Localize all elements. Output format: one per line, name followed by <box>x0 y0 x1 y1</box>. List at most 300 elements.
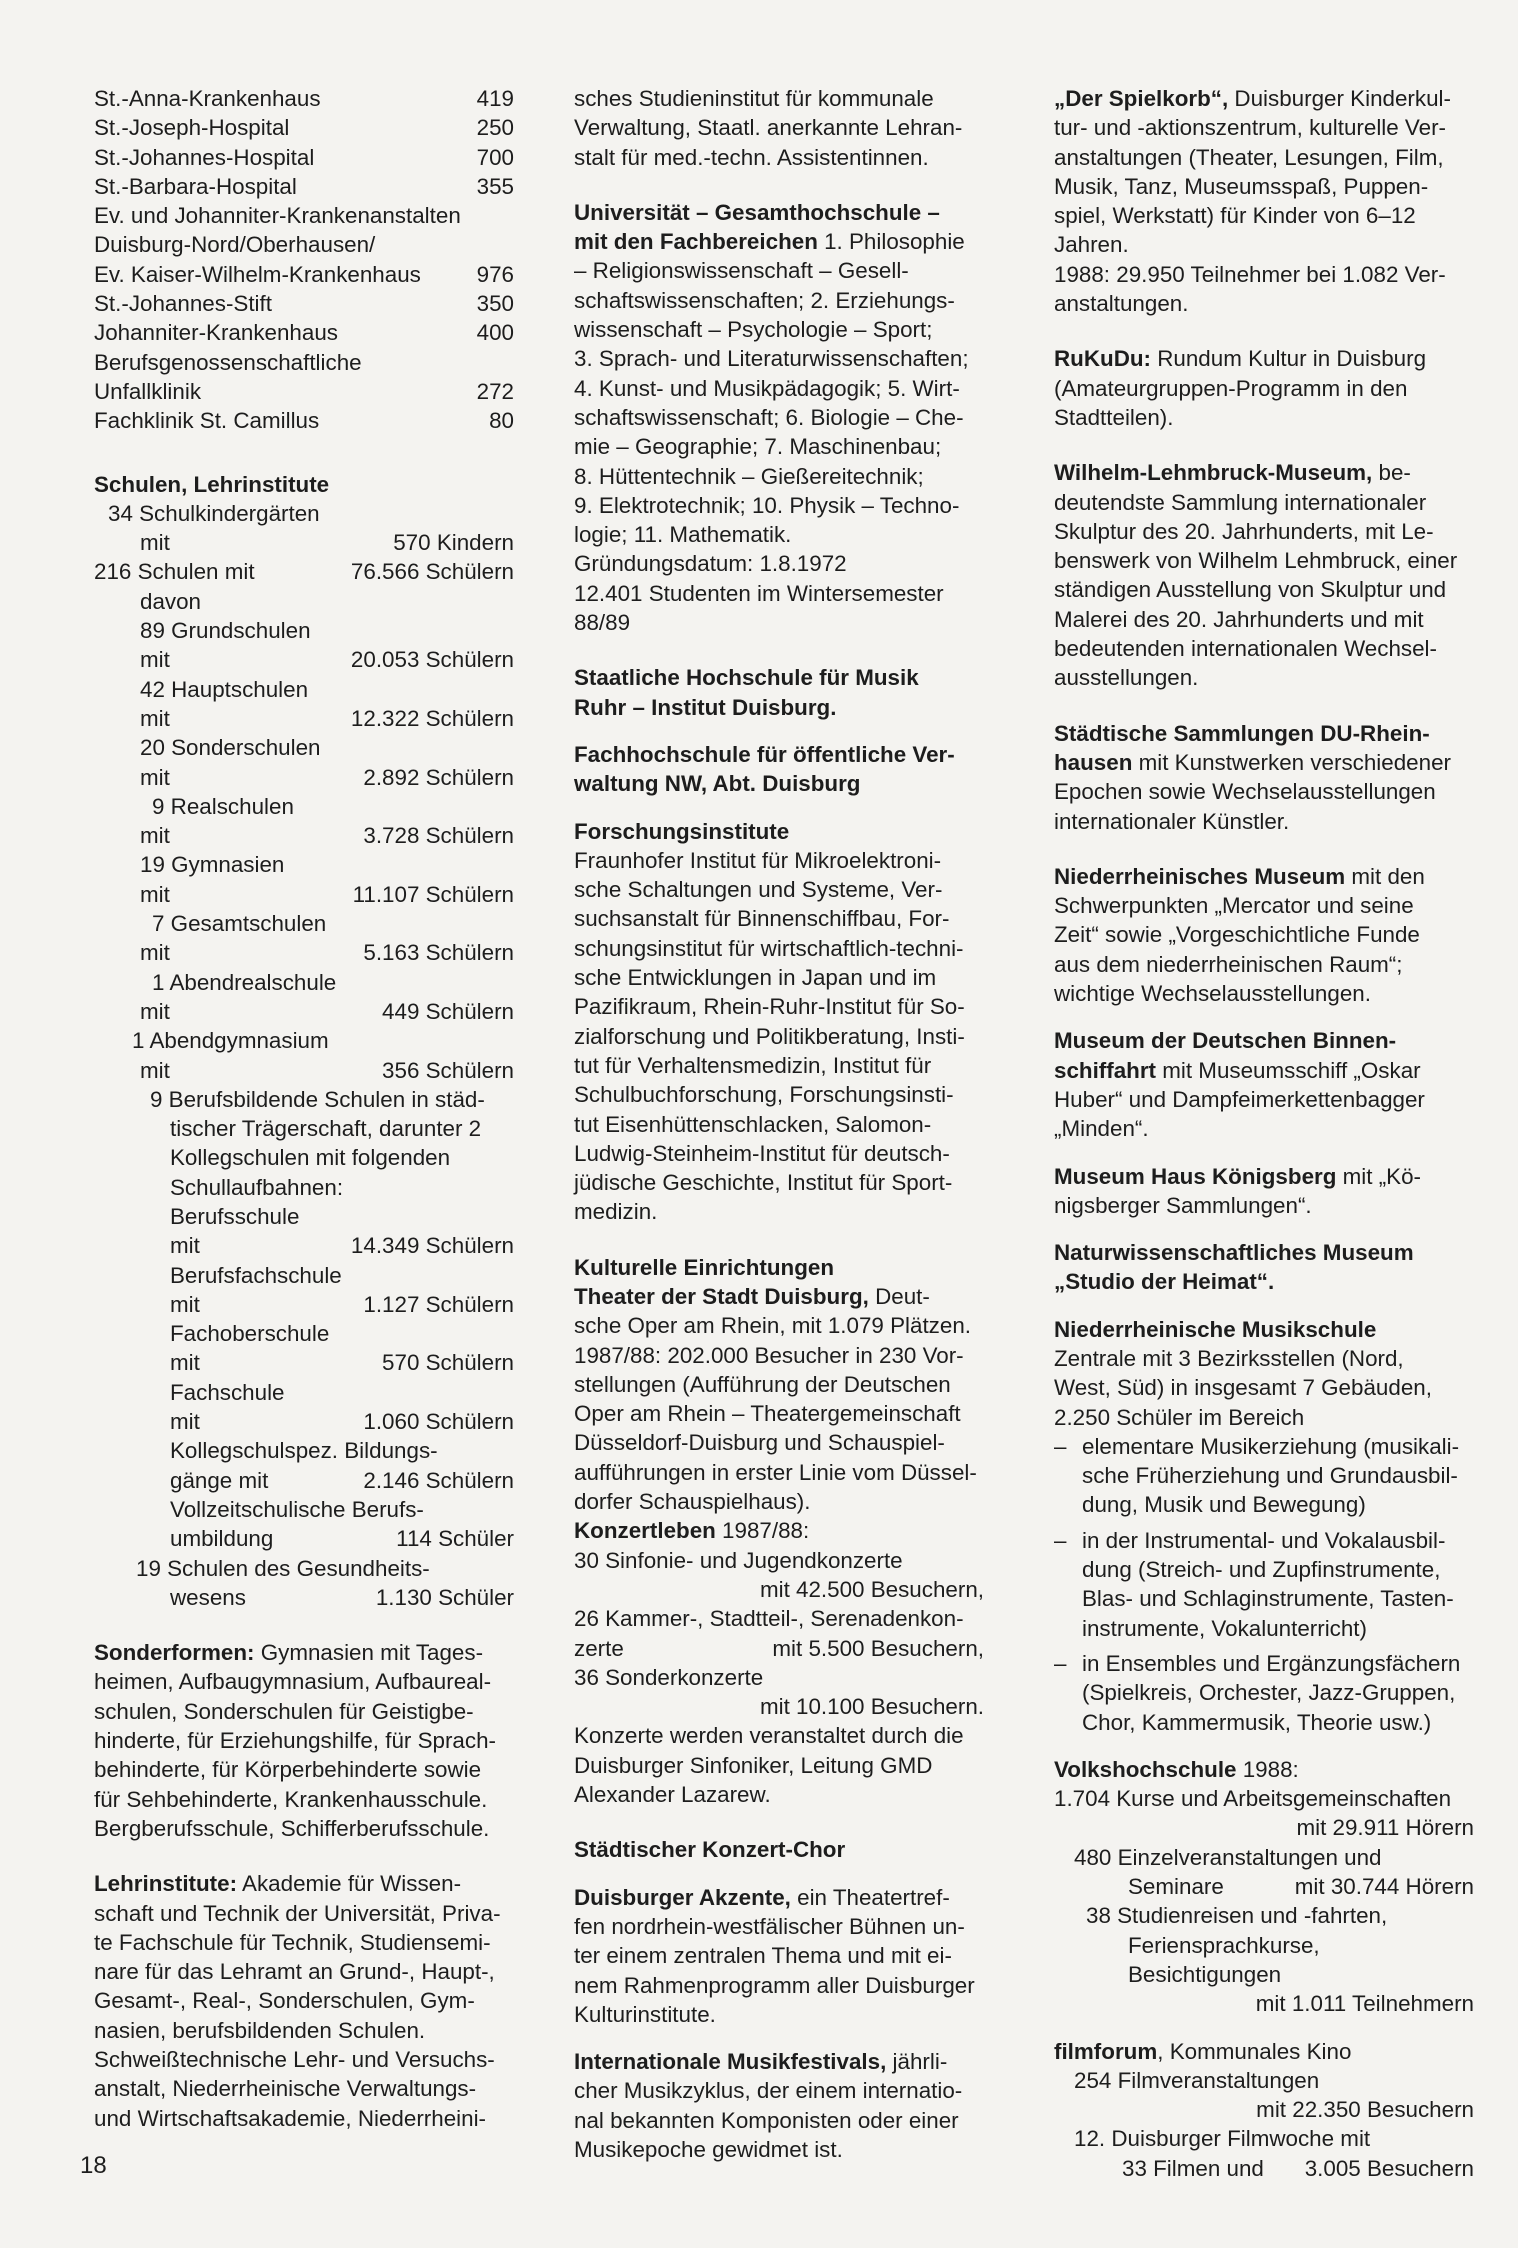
laufbahn-name: Berufsschule <box>170 1203 300 1229</box>
text-line: Epochen sowie Wechselausstellungen <box>1054 779 1436 805</box>
niederrhein-museum-heading: Niederrheinisches Museum <box>1054 863 1346 889</box>
text-line: mit den <box>1345 863 1425 889</box>
text-line: cher Musikzyklus, der einem internatio- <box>574 2078 963 2104</box>
text-line: behinderte, für Körperbehinderte sowie <box>94 1757 482 1783</box>
text-line: Alexander Lazarew. <box>574 1782 771 1808</box>
naturmuseum-heading: Naturwissenschaftliches Museum <box>1054 1240 1414 1266</box>
text-line: dorfer Schauspielhaus). <box>574 1489 811 1515</box>
theater-heading: Theater der Stadt Duisburg, <box>574 1283 869 1309</box>
kolleg-count: 2.146 Schülern <box>363 1467 514 1493</box>
text-line: 12.401 Studenten im Wintersemester <box>574 580 944 606</box>
text-line: 9 Berufsbildende Schulen in städ- <box>150 1086 485 1112</box>
konzert-year: 1987/88: <box>715 1518 810 1544</box>
text-line: ein Theatertref- <box>790 1884 950 1910</box>
text-line: tur- und -aktionszentrum, kulturelle Ver- <box>1054 115 1446 141</box>
musikhochschule-section <box>574 663 984 722</box>
school-type-name: 42 Hauptschulen <box>140 676 309 702</box>
hospital-beds: 80 <box>489 408 514 434</box>
text-line: Kulturinstitute. <box>574 2001 716 2027</box>
text-line: Kollegschulspez. Bildungs- <box>170 1438 438 1464</box>
hospital-name: St.-Joseph-Hospital <box>94 115 290 141</box>
spielkorb-heading: „Der Spielkorb“, <box>1054 86 1229 111</box>
text-line: anstalt, Niederrheinische Verwaltungs- <box>94 2076 477 2102</box>
filmforum-section <box>1054 2037 1474 2183</box>
text-line: 3. Sprach- und Literaturwissenschaften; <box>574 346 969 372</box>
kammer-label: zerte <box>574 1635 624 1661</box>
text-line: heimen, Aufbaugymnasium, Aufbaureal- <box>94 1669 492 1695</box>
list-item <box>1054 1649 1474 1737</box>
text-line: jüdische Geschichte, Institut für Sport- <box>574 1170 953 1196</box>
text-line: fen nordrhein-westfälischer Bühnen un- <box>574 1913 965 1939</box>
text-line: Schullaufbahnen: <box>170 1174 344 1200</box>
hospital-row <box>94 172 514 201</box>
kultur-section <box>574 1253 984 1810</box>
text-line: ausstellungen. <box>1054 665 1199 691</box>
hospital-row <box>94 406 514 435</box>
text-line: Huber“ und Dampfeimerkettenbagger <box>1054 1086 1425 1112</box>
dash-bullet: – <box>1054 1650 1067 1676</box>
vhs-heading: Volkshochschule <box>1054 1756 1237 1782</box>
text-line: 26 Kammer-, Stadtteil-, Serenadenkon- <box>574 1606 964 1632</box>
hospital-beds: 250 <box>476 115 514 141</box>
mit-label: mit <box>140 881 170 907</box>
mit-label: mit <box>140 705 170 731</box>
text-line: dung (Streich- und Zupfinstrumente, <box>1082 1557 1441 1583</box>
text-line: instrumente, Vokalunterricht) <box>1082 1615 1367 1641</box>
text-line: Gesamt-, Real-, Sonderschulen, Gym- <box>94 1988 475 2014</box>
musikschule-section <box>1054 1315 1474 1737</box>
schulen-total-row <box>94 557 514 586</box>
text-line: bedeutenden internationalen Wechsel- <box>1054 636 1437 662</box>
sonderformen-section <box>94 1638 514 1843</box>
hospital-row <box>94 201 514 230</box>
konzert-heading: Konzertleben <box>574 1518 716 1544</box>
hospital-name: St.-Anna-Krankenhaus <box>94 86 321 111</box>
text-line: nare für das Lehramt an Grund-, Haupt-, <box>94 1959 495 1985</box>
fachhochschule-heading: waltung NW, Abt. Duisburg <box>574 771 861 797</box>
vollzeit-count: 114 Schüler <box>396 1526 514 1552</box>
laufbahn-name: Berufsfachschule <box>170 1262 342 1288</box>
text-line: in der Instrumental- und Vokalausbil- <box>1082 1527 1446 1553</box>
koenigsberg-section <box>1054 1162 1474 1221</box>
text-line: 9. Elektrotechnik; 10. Physik – Techno- <box>574 492 960 518</box>
text-line: 8. Hüttentechnik – Gießereitechnik; <box>574 463 924 489</box>
text-line: Pazifikraum, Rhein-Ruhr-Institut für So- <box>574 994 965 1020</box>
text-line: tut für Verhaltensmedizin, Institut für <box>574 1052 932 1078</box>
hospital-name: Berufsgenossenschaftliche <box>94 349 362 375</box>
text-line: für Sehbehinderte, Krankenhausschule. <box>94 1786 488 1812</box>
text-line: 36 Sonderkonzerte <box>574 1664 764 1690</box>
text-line: anstaltungen. <box>1054 291 1189 317</box>
text-line: 1.704 Kurse und Arbeitsgemeinschaften <box>1054 1786 1452 1812</box>
berufsbildende-block <box>94 1085 514 1612</box>
text-line: Zentrale mit 3 Bezirksstellen (Nord, <box>1054 1345 1404 1371</box>
hospital-name: Ev. und Johanniter-Krankenanstalten <box>94 203 461 229</box>
text-line: Kollegschulen mit folgenden <box>170 1145 451 1171</box>
hospital-row <box>94 260 514 289</box>
filmwoche-visitors: 3.005 Besuchern <box>1304 2155 1474 2181</box>
hospital-list <box>94 84 514 436</box>
text-line: 1. Philosophie <box>817 229 965 255</box>
mit-label: mit <box>140 530 170 556</box>
text-line: Besichtigungen <box>1128 1961 1282 1987</box>
text-line: Chor, Kammermusik, Theorie usw.) <box>1082 1709 1432 1735</box>
hospital-name: St.-Johannes-Hospital <box>94 144 315 170</box>
text-line: mit Kunstwerken verschiedener <box>1132 749 1451 775</box>
text-line: schaftswissenschaften; 2. Erziehungs- <box>574 287 955 313</box>
text-line: be- <box>1372 460 1411 486</box>
festival-section <box>574 2047 984 2164</box>
sammlungen-heading: hausen <box>1054 749 1133 775</box>
text-line: sche Entwicklungen in Japan und im <box>574 965 937 991</box>
hospital-row <box>94 84 514 113</box>
sinfonie-count: mit 42.500 Besuchern, <box>759 1576 984 1602</box>
school-type-count: 11.107 Schülern <box>352 881 514 907</box>
hospital-row <box>94 143 514 172</box>
schulen-total-value: 76.566 Schülern <box>350 559 514 585</box>
text-line: aus dem niederrheinischen Raum“; <box>1054 951 1403 977</box>
niederrhein-museum-section <box>1054 862 1474 1008</box>
school-type-row <box>94 704 514 733</box>
hospital-beds: 419 <box>476 86 514 111</box>
school-type-count: 2.892 Schülern <box>363 764 514 790</box>
vhs-einzel-label: Seminare <box>1128 1874 1224 1900</box>
schulen-section <box>94 470 514 1613</box>
school-type-count: 12.322 Schülern <box>350 705 514 731</box>
mit-label: mit <box>140 940 170 966</box>
filmwoche-row <box>1054 2154 1474 2183</box>
text-line: suchsanstalt für Binnenschiffbau, For- <box>574 906 950 932</box>
kolleg-label: gänge mit <box>170 1467 269 1493</box>
text-line: schungsinstitut für wirtschaftlich-techni- <box>574 935 964 961</box>
sammlungen-heading: Städtische Sammlungen DU-Rhein- <box>1054 720 1430 746</box>
hospital-row <box>94 230 514 259</box>
column-right <box>1054 84 1474 2183</box>
sammlungen-section <box>1054 719 1474 836</box>
text-line: 30 Sinfonie- und Jugendkonzerte <box>574 1547 903 1573</box>
text-line: 480 Einzelveranstaltungen und <box>1074 1844 1382 1870</box>
hospital-name: Johanniter-Krankenhaus <box>94 320 338 346</box>
kindergarten-row <box>94 528 514 557</box>
vhs-section <box>1054 1755 1474 2019</box>
laufbahn-count: 570 Schülern <box>382 1350 514 1376</box>
sonderformen-heading: Sonderformen: <box>94 1640 255 1666</box>
text-line: schulen, Sonderschulen für Geistigbe- <box>94 1698 474 1724</box>
text-line: „Minden“. <box>1054 1116 1149 1142</box>
text-line: schaft und Technik der Universität, Priva- <box>94 1900 501 1926</box>
fachbereiche-heading: mit den Fachbereichen <box>574 229 818 255</box>
lehmbruck-section <box>1054 458 1474 692</box>
text-line: Rundum Kultur in Duisburg <box>1151 346 1427 372</box>
text-line: Düsseldorf-Duisburg und Schauspiel- <box>574 1430 945 1456</box>
mit-label: mit <box>140 998 170 1024</box>
lehmbruck-heading: Wilhelm-Lehmbruck-Museum, <box>1054 460 1373 486</box>
laufbahn-row <box>94 1231 514 1260</box>
text-line: Schweißtechnische Lehr- und Versuchs- <box>94 2047 495 2072</box>
text-line: Feriensprachkurse, <box>1128 1932 1320 1958</box>
text-line: Blas- und Schlaginstrumente, Tasten- <box>1082 1586 1454 1612</box>
text-line: spiel, Werkstatt) für Kinder von 6–12 <box>1054 203 1416 229</box>
text-line: Gründungsdatum: 1.8.1972 <box>574 551 847 577</box>
hospital-beds: 976 <box>476 261 514 287</box>
school-type-row <box>94 880 514 909</box>
text-line: nal bekannten Komponisten oder einer <box>574 2107 959 2133</box>
hospital-name: St.-Barbara-Hospital <box>94 173 297 199</box>
akzente-section <box>574 1883 984 2029</box>
text-line: Ludwig-Steinheim-Institut für deutsch- <box>574 1140 950 1166</box>
text-line: schaftswissenschaft; 6. Biologie – Che- <box>574 404 964 430</box>
school-type-count: 3.728 Schülern <box>363 823 514 849</box>
text-line: stalt für med.-techn. Assistentinnen. <box>574 144 929 170</box>
koenigsberg-heading: Museum Haus Königsberg <box>1054 1163 1337 1189</box>
text-line: tut Eisenhüttenschlacken, Salomon- <box>574 1111 932 1137</box>
hospital-name: Unfallklinik <box>94 378 202 404</box>
kindergarten-count: 570 Kindern <box>393 530 514 556</box>
text-line: anstaltungen (Theater, Lesungen, Film, <box>1054 144 1444 170</box>
binnenschiffahrt-heading: schiffahrt <box>1054 1057 1157 1083</box>
school-type-count: 356 Schülern <box>382 1057 514 1083</box>
text-line: 1987/88: 202.000 Besucher in 230 Vor- <box>574 1342 964 1368</box>
rukudu-heading: RuKuDu: <box>1054 346 1151 372</box>
text-line: internationaler Künstler. <box>1054 808 1290 834</box>
text-line: Oper am Rhein – Theatergemeinschaft <box>574 1401 961 1427</box>
vhs-kurse-count: mit 29.911 Hörern <box>1296 1815 1474 1841</box>
filmforum-heading: filmforum <box>1054 2038 1158 2064</box>
text-line: sches Studieninstitut für kommunale <box>574 86 934 111</box>
gesund-count: 1.130 Schüler <box>375 1584 514 1610</box>
text-line: benswerk von Wilhelm Lehmbruck, einer <box>1054 548 1458 574</box>
school-type-name: 9 Realschulen <box>152 793 294 819</box>
text-line: stellungen (Aufführung der Deutschen <box>574 1371 951 1397</box>
forschung-heading: Forschungsinstitute <box>574 818 790 844</box>
text-line: Schwerpunkten „Mercator und seine <box>1054 893 1414 919</box>
school-type-name: 20 Sonderschulen <box>140 735 321 761</box>
spielkorb-section <box>1054 84 1474 318</box>
school-type-name: 1 Abendgymnasium <box>132 1028 329 1054</box>
hospital-beds: 355 <box>476 173 514 199</box>
hospital-name: Ev. Kaiser-Wilhelm-Krankenhaus <box>94 261 421 287</box>
text-line: ter einem zentralen Thema und mit ei- <box>574 1943 952 1969</box>
hospital-name: Fachklinik St. Camillus <box>94 408 320 434</box>
kolleg-row <box>94 1466 514 1495</box>
mit-label: mit <box>140 823 170 849</box>
text-line: Stadtteilen). <box>1054 404 1174 430</box>
universitaet-section <box>574 198 984 637</box>
mit-label: mit <box>170 1291 200 1317</box>
text-line: hinderte, für Erziehungshilfe, für Sprach- <box>94 1728 496 1754</box>
fachhochschule-section <box>574 740 984 799</box>
text-line: jährli- <box>886 2049 948 2075</box>
text-line: Musik, Tanz, Museumsspaß, Puppen- <box>1054 173 1429 199</box>
hospital-row <box>94 113 514 142</box>
list-item <box>1054 1526 1474 1643</box>
laufbahn-count: 14.349 Schülern <box>350 1233 514 1259</box>
schulen-heading: Schulen, Lehrinstitute <box>94 471 330 497</box>
text-line: 2.250 Schüler im Bereich <box>1054 1404 1305 1430</box>
gesund-label: wesens <box>170 1584 246 1610</box>
text-line: aufführungen in erster Linie vom Düssel- <box>574 1459 977 1485</box>
hospital-row <box>94 289 514 318</box>
column-middle <box>574 84 984 2164</box>
text-line: deutendste Sammlung internationaler <box>1054 489 1427 515</box>
naturmuseum-section <box>1054 1238 1474 1297</box>
universitaet-heading: Universität – Gesamthochschule – <box>574 199 940 225</box>
school-type-count: 20.053 Schülern <box>350 647 514 673</box>
mit-label: mit <box>170 1233 200 1259</box>
school-type-name: 1 Abendrealschule <box>152 969 337 995</box>
gesund-row <box>94 1583 514 1612</box>
school-type-row <box>94 763 514 792</box>
laufbahn-name: Fachoberschule <box>170 1321 330 1347</box>
school-type-row <box>94 821 514 850</box>
laufbahn-row <box>94 1348 514 1377</box>
film-count: mit 22.350 Besuchern <box>1256 2097 1474 2123</box>
text-line: Malerei des 20. Jahrhunderts und mit <box>1054 606 1424 632</box>
school-types <box>94 616 514 1085</box>
school-type-count: 5.163 Schülern <box>363 940 514 966</box>
festival-heading: Internationale Musikfestivals, <box>574 2049 887 2075</box>
musikhochschule-heading: Staatliche Hochschule für Musik <box>574 665 919 691</box>
text-line: 4. Kunst- und Musikpädagogik; 5. Wirt- <box>574 375 960 401</box>
text-line: Zeit“ sowie „Vorgeschichtliche Funde <box>1054 922 1420 948</box>
mit-label: mit <box>140 764 170 790</box>
filmwoche-films: 33 Filmen und <box>1122 2155 1264 2181</box>
laufbahn-row <box>94 1407 514 1436</box>
vhs-reisen-count: mit 1.011 Teilnehmern <box>1255 1991 1474 2017</box>
vollzeit-row <box>94 1524 514 1553</box>
vhs-year: 1988: <box>1236 1756 1299 1782</box>
binnenschiffahrt-heading: Museum der Deutschen Binnen- <box>1054 1028 1397 1054</box>
lehrinstitute-section <box>94 1869 514 2133</box>
text-line: sche Oper am Rhein, mit 1.079 Plätzen. <box>574 1313 972 1339</box>
text-line: sche Schaltungen und Systeme, Ver- <box>574 877 943 903</box>
text-line: elementare Musikerziehung (musikali- <box>1082 1433 1460 1459</box>
dash-bullet: – <box>1054 1433 1067 1459</box>
lehrinstitute-heading: Lehrinstitute: <box>94 1871 238 1897</box>
text-line: in Ensembles und Ergänzungsfächern <box>1082 1650 1461 1676</box>
text-line: Fraunhofer Institut für Mikroelektroni- <box>574 847 942 873</box>
kultur-heading: Kulturelle Einrichtungen <box>574 1254 834 1280</box>
hospital-name: St.-Johannes-Stift <box>94 291 272 317</box>
text-line: (Amateurgruppen-Programm in den <box>1054 375 1408 401</box>
text-line: Schulbuchforschung, Forschungsinsti- <box>574 1082 954 1108</box>
text-line: (Spielkreis, Orchester, Jazz-Gruppen, <box>1082 1680 1456 1706</box>
text-line: mit „Kö- <box>1336 1163 1422 1189</box>
text-line: Verwaltung, Staatl. anerkannte Lehran- <box>574 115 963 141</box>
text-line: mit Museumsschiff „Oskar <box>1156 1057 1421 1083</box>
schulen-total-label: 216 Schulen mit <box>94 559 255 585</box>
sonder-count: mit 10.100 Besuchern. <box>759 1694 984 1720</box>
school-type-count: 449 Schülern <box>382 998 514 1024</box>
school-type-name: 19 Gymnasien <box>140 852 285 878</box>
text-line: – Religionswissenschaft – Gesell- <box>574 258 909 284</box>
kammer-count: mit 5.500 Besuchern, <box>772 1635 984 1661</box>
hospital-beds: 700 <box>476 144 514 170</box>
text-line: 19 Schulen des Gesundheits- <box>136 1555 430 1581</box>
vollzeit-label: umbildung <box>170 1526 274 1552</box>
text-line: te Fachschule für Technik, Studiensemi- <box>94 1929 491 1955</box>
hospital-row <box>94 377 514 406</box>
text-line: dung, Musik und Bewegung) <box>1082 1492 1366 1518</box>
text-line: Jahren. <box>1054 232 1129 258</box>
laufbahn-name: Fachschule <box>170 1379 285 1405</box>
kindergarten-line: 34 Schulkindergärten <box>108 500 320 526</box>
naturmuseum-heading: „Studio der Heimat“. <box>1054 1269 1275 1295</box>
text-line: West, Süd) in insgesamt 7 Gebäuden, <box>1054 1375 1432 1401</box>
hospital-name: Duisburg-Nord/Oberhausen/ <box>94 232 376 258</box>
text-line: Konzerte werden veranstaltet durch die <box>574 1723 964 1749</box>
laufbahn-row <box>94 1290 514 1319</box>
text-line: Musikepoche gewidmet ist. <box>574 2137 843 2162</box>
mit-label: mit <box>140 647 170 673</box>
konzertchor-heading: Städtischer Konzert-Chor <box>574 1837 846 1863</box>
akzente-heading: Duisburger Akzente, <box>574 1884 791 1910</box>
text-line: Deut- <box>868 1283 930 1309</box>
text-line: logie; 11. Mathematik. <box>574 522 792 548</box>
binnenschiffahrt-section <box>1054 1026 1474 1143</box>
text-line: Duisburger Kinderkul- <box>1228 86 1451 111</box>
school-type-row <box>94 1056 514 1085</box>
text-line: Vollzeitschulische Berufs- <box>170 1496 424 1522</box>
davon-label: davon <box>140 588 202 614</box>
hospital-row <box>94 318 514 347</box>
text-line: sche Früherziehung und Grundausbil- <box>1082 1463 1458 1489</box>
hospital-beds: 350 <box>476 291 514 317</box>
hospital-beds: 272 <box>476 378 514 404</box>
text-line: 254 Filmveranstaltungen <box>1074 2067 1320 2093</box>
text-line: Duisburger Sinfoniker, Leitung GMD <box>574 1752 933 1778</box>
text-line: nem Rahmenprogramm aller Duisburger <box>574 1972 975 1998</box>
text-line: wichtige Wechselausstellungen. <box>1054 981 1371 1007</box>
laufbahn-count: 1.127 Schülern <box>363 1291 514 1317</box>
text-line: 88/89 <box>574 610 631 636</box>
forschung-section <box>574 817 984 1227</box>
text-line: zialforschung und Politikberatung, Insti- <box>574 1023 965 1049</box>
list-item <box>1054 1432 1474 1520</box>
mit-label: mit <box>140 1057 170 1083</box>
hospital-beds: 400 <box>476 320 514 346</box>
text-line: , Kommunales Kino <box>1157 2038 1352 2064</box>
school-type-name: 7 Gesamtschulen <box>152 911 327 937</box>
mit-label: mit <box>170 1350 200 1376</box>
school-type-name: 89 Grundschulen <box>140 618 311 644</box>
laufbahn-count: 1.060 Schülern <box>363 1409 514 1435</box>
school-type-row <box>94 645 514 674</box>
text-line: wissenschaft – Psychologie – Sport; <box>574 317 933 343</box>
vhs-einzel-count: mit 30.744 Hörern <box>1294 1874 1474 1900</box>
text-line: mie – Geographie; 7. Maschinenbau; <box>574 434 942 460</box>
school-type-row <box>94 997 514 1026</box>
text-line: nigsberger Sammlungen“. <box>1054 1192 1312 1218</box>
school-type-row <box>94 938 514 967</box>
fachhochschule-heading: Fachhochschule für öffentliche Ver- <box>574 741 955 767</box>
kammer-row <box>574 1634 984 1663</box>
page-number: 18 <box>80 2152 107 2179</box>
musikhochschule-heading: Ruhr – Institut Duisburg. <box>574 694 837 720</box>
text-line: Bergberufsschule, Schifferberufsschule. <box>94 1815 490 1841</box>
intro-block <box>574 84 984 172</box>
text-line: tischer Trägerschaft, darunter 2 <box>170 1116 482 1142</box>
rukudu-section <box>1054 344 1474 432</box>
vhs-einzel-row <box>1054 1872 1474 1901</box>
text-line: medizin. <box>574 1199 658 1225</box>
musikschule-heading: Niederrheinische Musikschule <box>1054 1316 1377 1342</box>
text-line: Skulptur des 20. Jahrhunderts, mit Le- <box>1054 518 1434 544</box>
text-line: 38 Studienreisen und -fahrten, <box>1086 1903 1388 1929</box>
text-line: Akademie für Wissen- <box>237 1871 462 1897</box>
hospital-row <box>94 348 514 377</box>
column-left <box>94 84 514 2133</box>
